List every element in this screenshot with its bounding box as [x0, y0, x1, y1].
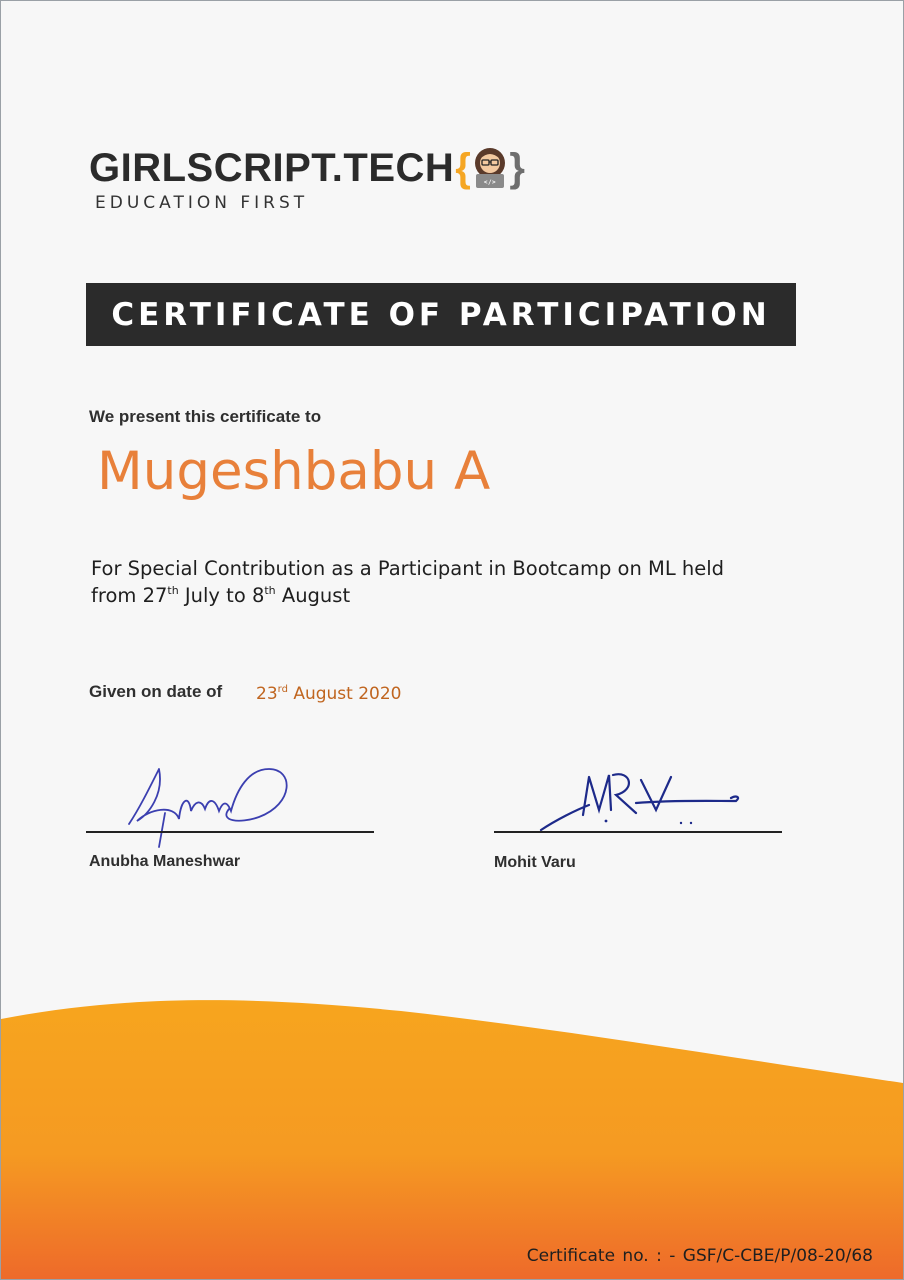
certificate-title: CERTIFICATE OF PARTICIPATION: [111, 296, 771, 333]
logo-wordmark: GIRLSCRIPT.TECH: [89, 146, 455, 190]
girlscript-logo: [89, 147, 526, 213]
given-date-value: 23rd August 2020: [256, 684, 402, 704]
signature-anubha-maneshwar: [119, 749, 299, 849]
certificate-number: Certificate no. : - GSF/C-CBE/P/08-20/68: [526, 1246, 873, 1266]
orange-wave-footer: [1, 981, 903, 1279]
given-date-label: Given on date of: [89, 682, 223, 701]
open-brace-icon: {: [455, 146, 472, 190]
certificate-title-bar: [86, 283, 796, 346]
close-brace-icon: }: [509, 146, 526, 190]
signatory-1-name: Anubha Maneshwar: [89, 853, 241, 870]
emblem-code-glyph: </>: [484, 179, 497, 186]
signature-line-2: [494, 831, 782, 833]
description-line-2: from 27th July to 8th August: [91, 584, 351, 607]
signatory-2-name: Mohit Varu: [494, 854, 576, 871]
girl-coder-icon: [472, 147, 508, 189]
description-line-1: For Special Contribution as a Participant in Bootcamp on ML held: [91, 557, 725, 580]
logo-tagline: EDUCATION FIRST: [95, 193, 309, 213]
present-text: We present this certificate to: [89, 407, 322, 426]
contribution-description: [91, 555, 831, 609]
signature-mohit-varu: [531, 765, 746, 837]
signature-line-1: [86, 831, 374, 833]
recipient-name: Mugeshbabu A: [97, 441, 491, 502]
